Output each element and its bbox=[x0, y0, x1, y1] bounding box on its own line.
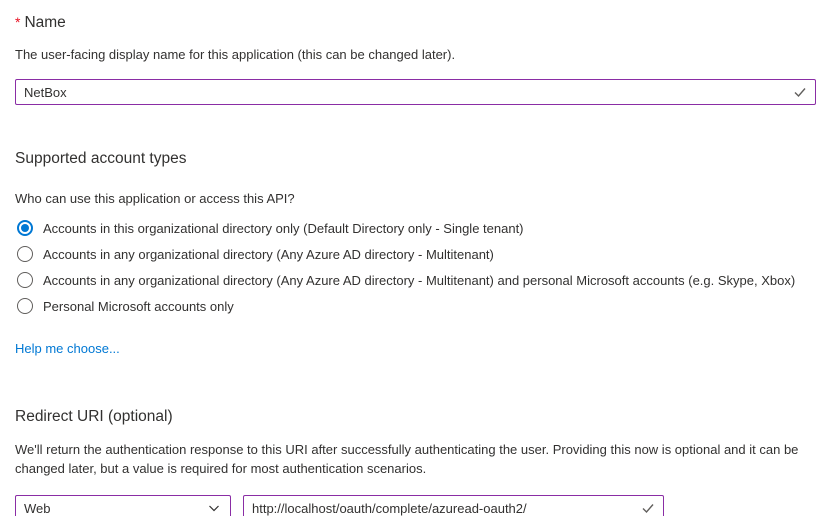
platform-select[interactable] bbox=[15, 495, 231, 516]
name-label: Name bbox=[24, 14, 66, 31]
help-me-choose-link[interactable]: Help me choose... bbox=[15, 341, 120, 356]
radio-button-icon[interactable] bbox=[17, 298, 33, 314]
redirect-uri-input[interactable] bbox=[243, 495, 664, 516]
required-asterisk: * bbox=[15, 14, 21, 30]
redirect-uri-row bbox=[15, 495, 816, 516]
redirect-uri-title: Redirect URI (optional) bbox=[15, 408, 173, 425]
account-types-radio-group bbox=[15, 215, 816, 319]
radio-option-multitenant-personal[interactable] bbox=[15, 267, 816, 293]
name-input[interactable] bbox=[15, 79, 816, 105]
radio-button-selected-icon[interactable] bbox=[17, 220, 33, 236]
radio-option-label: Accounts in any organizational directory (Any Azure AD directory - Multitenant) bbox=[43, 246, 494, 262]
redirect-uri-input-wrap bbox=[243, 495, 664, 516]
name-description: The user-facing display name for this application (this can be changed later). bbox=[15, 47, 456, 62]
radio-option-label: Personal Microsoft accounts only bbox=[43, 298, 234, 314]
account-types-title: Supported account types bbox=[15, 150, 187, 167]
radio-option-personal-only[interactable] bbox=[15, 293, 816, 319]
radio-button-icon[interactable] bbox=[17, 246, 33, 262]
radio-option-single-tenant[interactable] bbox=[15, 215, 816, 241]
redirect-uri-description: We'll return the authentication response to this URI after successfully authenticating the user. Providing this now is optional and it can be changed later, but a value is required for most authentication scenarios. bbox=[15, 442, 799, 476]
name-input-wrap bbox=[15, 79, 816, 105]
platform-select-value: Web bbox=[24, 500, 51, 516]
name-section-title bbox=[15, 12, 816, 33]
account-types-question: Who can use this application or access this API? bbox=[15, 191, 295, 206]
radio-option-label: Accounts in any organizational directory (Any Azure AD directory - Multitenant) and personal Microsoft accounts (e.g. Skype, Xbox) bbox=[43, 272, 796, 288]
radio-option-multitenant[interactable] bbox=[15, 241, 816, 267]
radio-option-label: Accounts in this organizational directory only (Default Directory only - Single tenant) bbox=[43, 220, 524, 236]
radio-button-icon[interactable] bbox=[17, 272, 33, 288]
chevron-down-icon bbox=[207, 501, 221, 515]
